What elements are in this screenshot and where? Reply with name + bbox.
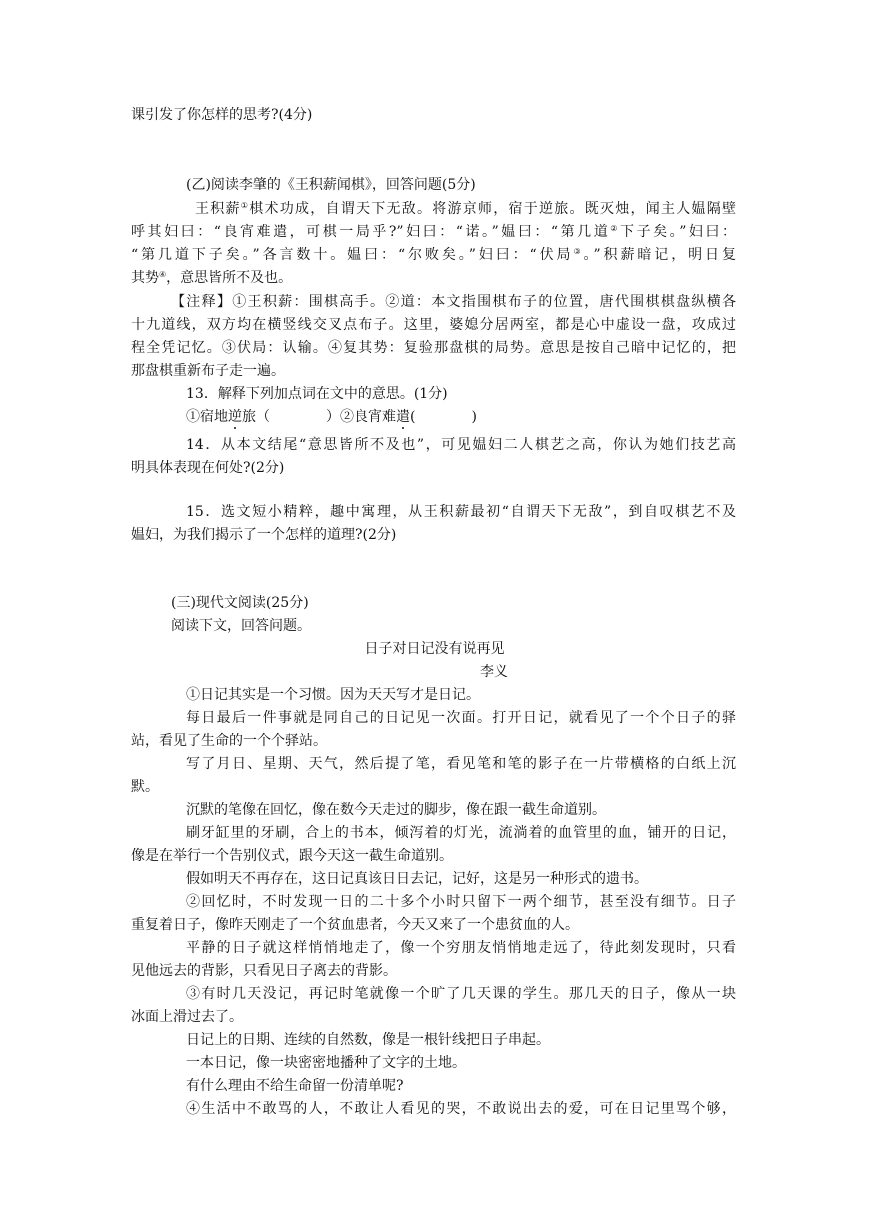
passage-line-1: 王积薪①棋术功成，自谓天下无敌。将游京师，宿于逆旅。既灭烛，闻主人媪隔壁	[195, 201, 737, 217]
paragraph-cont: 站，看见了生命的一个个驿站。	[131, 733, 327, 749]
prev-question-tail: 课引发了你怎样的思考?(4分)	[131, 107, 313, 123]
question-13: 13．解释下列加点词在文中的意思。(1分)	[186, 386, 448, 402]
dotted-char: 逆	[228, 409, 242, 425]
paragraph-cont: 冰面上滑过去了。	[131, 1009, 243, 1025]
article-author: 李义	[480, 664, 508, 680]
paragraph: 一本日记，像一块密密地播种了文字的土地。	[186, 1055, 466, 1071]
paragraph: 每日最后一件事就是同自己的日记见一次面。打开日记，就看见了一个个日子的驿	[186, 710, 736, 726]
paragraph: 有什么理由不给生命留一份清单呢?	[186, 1078, 404, 1094]
notes-line: 程全凭记忆。③伏局：认输。④复其势：复验那盘棋的局势。意思是按自己暗中记忆的，把	[131, 340, 736, 356]
dotted-char: 遣	[396, 409, 410, 425]
question-15: 15．选文短小精粹，趣中寓理，从王积薪最初“自谓天下无敌”，到自叹棋艺不及	[186, 504, 736, 520]
part-b-heading: (乙)阅读李肇的《王积薪闻棋》，回答问题(5分)	[186, 177, 476, 193]
question-15-cont: 媪妇，为我们揭示了一个怎样的道理?(2分)	[131, 527, 397, 543]
question-14-cont: 明具体表现在何处?(2分)	[131, 460, 285, 476]
passage-line-4: 其势④，意思皆所不及也。	[131, 270, 293, 286]
article-title: 日子对日记没有说再见	[364, 641, 505, 657]
paragraph: ③有时几天没记，再记时笔就像一个旷了几天课的学生。那几天的日子，像从一块	[186, 986, 736, 1002]
question-13-items: ①宿地逆旅（ ）②良宵难遣( )	[186, 409, 477, 425]
paragraph: 刷牙缸里的牙刷，合上的书本，倾泻着的灯光，流淌着的血管里的血，铺开的日记，	[186, 825, 736, 841]
paragraph: ①日记其实是一个习惯。因为天天写才是日记。	[186, 687, 480, 703]
passage-line-2: 呼其妇曰：“良宵难遣，可棋一局乎?”妇曰：“诺。”媪曰：“第几道②下子矣。”妇曰：	[131, 224, 737, 240]
paragraph-cont: 重复着日子，像昨天刚走了一个贫血患者，今天又来了一个患贫血的人。	[131, 917, 579, 933]
notes-line: 十九道线，双方均在横竖线交叉点布子。这里，婆媳分居两室，都是心中虚设一盘，攻成过	[131, 317, 736, 333]
notes-line: 那盘棋重新布子走一遍。	[131, 363, 285, 379]
notes-line: 【注释】①王积薪：围棋高手。②道：本文指围棋布子的位置，唐代围棋棋盘纵横各	[171, 294, 736, 310]
paragraph: 假如明天不再存在，这日记真该日日去记，记好，这是另一种形式的遗书。	[186, 871, 648, 887]
paragraph-cont: 像是在举行一个告别仪式，跟今天这一截生命道别。	[131, 848, 453, 864]
passage-line-3: “第几道下子矣。”各言数十。媪曰：“尔败矣。”妇曰：“伏局③。”积薪暗记，明日复	[131, 247, 736, 263]
part-3-instruction: 阅读下文，回答问题。	[171, 618, 311, 634]
paragraph-cont: 默。	[131, 779, 159, 795]
paragraph-cont: 见他远去的背影，只看见日子离去的背影。	[131, 963, 397, 979]
paragraph: 日记上的日期、连续的自然数，像是一根针线把日子串起。	[186, 1032, 550, 1048]
paragraph: ④生活中不敢骂的人，不敢让人看见的哭，不敢说出去的爱，可在日记里骂个够，	[186, 1101, 736, 1117]
question-14: 14．从本文结尾“意思皆所不及也”，可见媪妇二人棋艺之高，你认为她们技艺高	[186, 437, 736, 453]
part-3-heading: (三)现代文阅读(25分)	[171, 595, 309, 611]
paragraph: 沉默的笔像在回忆，像在数今天走过的脚步，像在跟一截生命道别。	[186, 802, 606, 818]
paragraph: 写了月日、星期、天气，然后提了笔，看见笔和笔的影子在一片带横格的白纸上沉	[186, 756, 736, 772]
paragraph: 平静的日子就这样悄悄地走了，像一个穷朋友悄悄地走远了，待此刻发现时，只看	[186, 940, 736, 956]
paragraph: ②回忆时，不时发现一日的二十多个小时只留下一两个细节，甚至没有细节。日子	[186, 894, 736, 910]
